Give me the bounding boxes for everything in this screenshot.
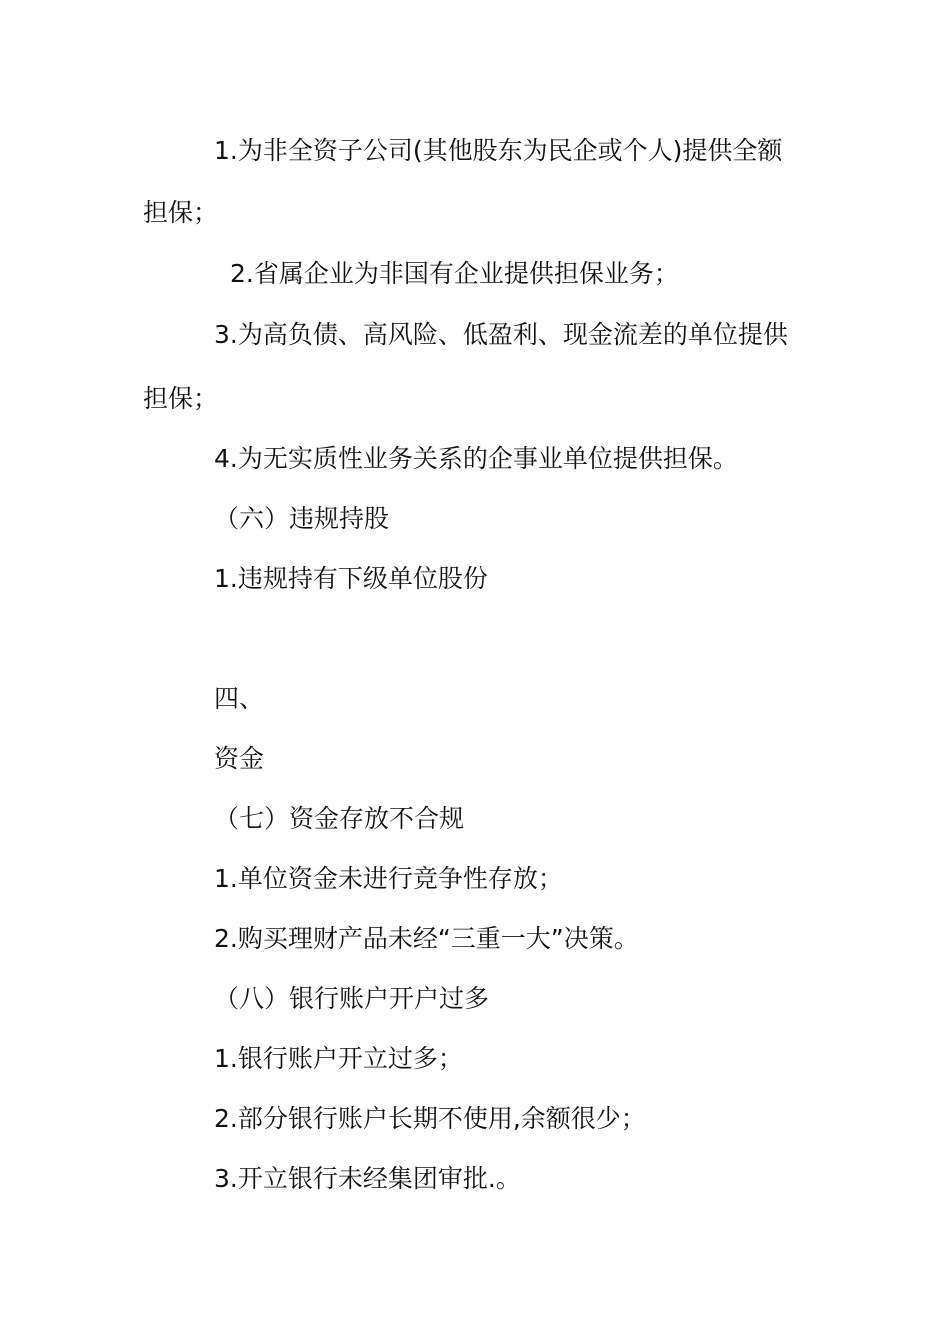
guarantee-item-1-line-2: 担保； [143, 198, 219, 227]
guarantee-item-3-line-2: 担保； [143, 384, 219, 413]
guarantee-item-1-line-1: 1.为非全资子公司(其他股东为民企或个人)提供全额 [214, 136, 783, 165]
guarantee-item-4: 4.为无实质性业务关系的企事业单位提供担保。 [214, 444, 738, 473]
section-four-number: 四、 [214, 684, 265, 713]
subheading-six: （六）违规持股 [214, 504, 390, 533]
deposit-item-1: 1.单位资金未进行竞争性存放； [214, 864, 563, 893]
section-four-title: 资金 [214, 744, 265, 773]
subheading-seven: （七）资金存放不合规 [214, 804, 465, 833]
account-item-2: 2.部分银行账户长期不使用,余额很少； [214, 1104, 646, 1133]
shareholding-item-1: 1.违规持有下级单位股份 [214, 564, 488, 593]
subheading-eight: （八）银行账户开户过多 [214, 984, 490, 1013]
account-item-1: 1.银行账户开立过多； [214, 1044, 463, 1073]
account-item-3: 3.开立银行未经集团审批.。 [214, 1164, 521, 1193]
guarantee-item-2: 2.省属企业为非国有企业提供担保业务； [230, 259, 679, 288]
guarantee-item-3-line-1: 3.为高负债、高风险、低盈利、现金流差的单位提供 [214, 320, 788, 349]
deposit-item-2: 2.购买理财产品未经“三重一大”决策。 [214, 924, 639, 953]
